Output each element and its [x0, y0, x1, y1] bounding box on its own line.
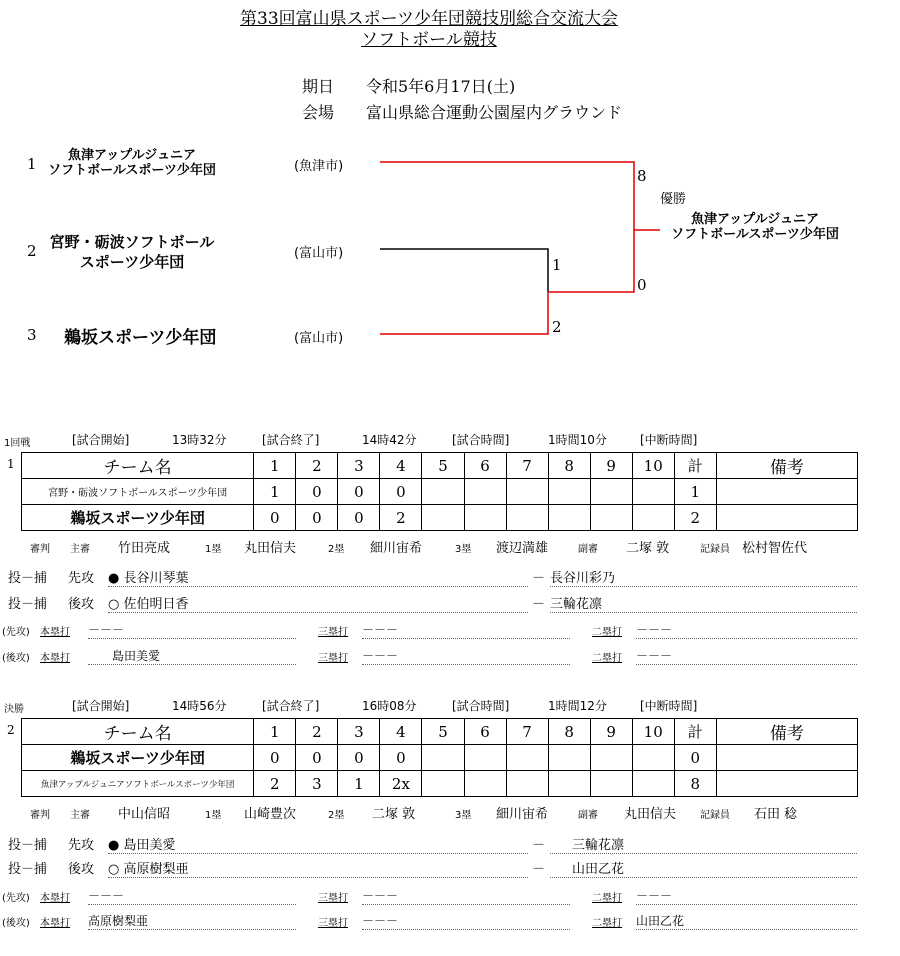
bracket-line-team2	[380, 249, 548, 292]
game2-third: 細川宙希	[496, 807, 549, 822]
game1-duration: 1時間10分	[548, 433, 607, 447]
table-row	[22, 505, 858, 531]
game2-battery2-dash: －	[532, 862, 546, 877]
game2-battery1-side: 先攻	[68, 838, 95, 853]
game1-round: 1回戦	[4, 438, 31, 449]
semi-score-top: 1	[552, 256, 562, 274]
game2-start-label: [試合開始]	[72, 699, 130, 713]
game1-hits1-triple-label: 三塁打	[318, 627, 348, 638]
inning-cell: 0	[338, 745, 380, 771]
team1-name-line2: ソフトボールスポーツ少年団	[48, 163, 216, 178]
inning-header: 3	[338, 719, 380, 745]
game2-recorder-label: 記録員	[700, 810, 730, 821]
game2-hits2-triple: －－－	[362, 912, 570, 930]
game2-battery1-dash: －	[532, 838, 546, 853]
inning-cell	[422, 505, 464, 531]
inning-header: 7	[506, 453, 548, 479]
winner-name-line1: 魚津アップルジュニア	[691, 212, 819, 227]
team1-name-line1: 魚津アップルジュニア	[68, 148, 196, 163]
inning-header: 5	[422, 719, 464, 745]
game1-hits2-hr-label: 本塁打	[40, 653, 70, 664]
total-cell: 0	[674, 745, 716, 771]
game2-second: 二塚 敦	[372, 807, 416, 822]
game2-hits1-triple-label: 三塁打	[318, 893, 348, 904]
game2-hits1-double-label: 二塁打	[592, 893, 622, 904]
inning-header: 10	[632, 719, 674, 745]
game2-duration: 1時間12分	[548, 699, 607, 713]
inning-cell	[422, 745, 464, 771]
inning-header: 5	[422, 453, 464, 479]
game1-chief: 竹田亮成	[118, 541, 171, 556]
remarks-cell	[716, 505, 857, 531]
inning-cell	[464, 771, 506, 797]
game2-deputy: 丸田信夫	[624, 807, 677, 822]
winner-name	[655, 212, 855, 242]
game2-end-label: [試合終了]	[262, 699, 320, 713]
inning-header: 6	[464, 453, 506, 479]
game1-header-row	[22, 453, 858, 479]
team2-city: (富山市)	[294, 246, 344, 261]
date-value: 令和5年6月17日(土)	[366, 77, 516, 96]
team-header: チーム名	[22, 719, 254, 745]
inning-cell: 0	[254, 745, 296, 771]
inning-cell: 0	[296, 479, 338, 505]
game2-battery2-label: 投－捕	[8, 862, 48, 877]
game1-hits1-double: －－－	[636, 621, 857, 639]
inning-cell: 0	[338, 479, 380, 505]
game2-number: 2	[7, 723, 15, 737]
inning-cell	[506, 479, 548, 505]
team3-name: 鵜坂スポーツ少年団	[64, 328, 217, 348]
game1-second-label: 2塁	[328, 544, 345, 555]
game1-first: 丸田信夫	[244, 541, 297, 556]
game2-battery1-pitcher: ● 島田美愛	[108, 834, 528, 854]
game2-hits1-double: －－－	[636, 887, 857, 905]
inning-header: 3	[338, 453, 380, 479]
game1-hits1-double-label: 二塁打	[592, 627, 622, 638]
game1-hits1-triple: －－－	[362, 621, 570, 639]
team-cell: 宮野・砺波ソフトボールスポーツ少年団	[22, 479, 254, 505]
game2-hits1-triple: －－－	[362, 887, 570, 905]
inning-cell: 0	[380, 745, 422, 771]
game1-battery2-dash: －	[532, 597, 546, 612]
game2-hits2-double-label: 二塁打	[592, 918, 622, 929]
inning-header: 2	[296, 719, 338, 745]
team1-seed: 1	[27, 155, 37, 173]
inning-cell	[632, 505, 674, 531]
inning-cell	[422, 479, 464, 505]
team1-name	[22, 148, 242, 178]
inning-cell	[506, 771, 548, 797]
game2-header-row	[22, 719, 858, 745]
tournament-bracket	[0, 0, 900, 360]
game1-umpire-label: 審判	[30, 544, 50, 555]
game2-hits2-triple-label: 三塁打	[318, 918, 348, 929]
semi-score-bottom: 2	[552, 318, 562, 336]
inning-cell: 0	[296, 505, 338, 531]
game1-hits2-hr: 島田美愛	[88, 647, 296, 665]
game1-number: 1	[7, 457, 15, 471]
bracket-line-team1	[380, 162, 660, 230]
team-header: チーム名	[22, 453, 254, 479]
inning-header: 9	[590, 453, 632, 479]
game2-hits1-hr-label: 本塁打	[40, 893, 70, 904]
inning-header: 6	[464, 719, 506, 745]
team3-city: (富山市)	[294, 331, 344, 346]
inning-cell	[590, 771, 632, 797]
game2-scoreboard	[21, 718, 858, 797]
table-row	[22, 479, 858, 505]
total-header: 計	[674, 453, 716, 479]
total-cell: 1	[674, 479, 716, 505]
game1-battery2-catcher: 三輪花凛	[550, 593, 857, 613]
inning-header: 7	[506, 719, 548, 745]
game2-chief: 中山信昭	[118, 807, 171, 822]
inning-cell: 2x	[380, 771, 422, 797]
team-cell: 魚津アップルジュニアソフトボールスポーツ少年団	[22, 771, 254, 797]
final-score-bottom: 0	[637, 276, 647, 294]
game1-battery1-pitcher: ● 長谷川琴葉	[108, 567, 528, 587]
game2-battery2-catcher: 山田乙花	[550, 858, 857, 878]
team2-name-line2: スポーツ少年団	[79, 253, 185, 271]
game1-chief-label: 主審	[70, 544, 90, 555]
inning-cell: 0	[338, 505, 380, 531]
document-title: 第33回富山県スポーツ少年団競技別総合交流大会	[240, 9, 618, 29]
game2-hits2-hr-label: 本塁打	[40, 918, 70, 929]
game1-battery2-pitcher: ○ 佐伯明日香	[108, 593, 528, 613]
game1-recorder: 松村智佐代	[742, 541, 808, 556]
game2-end: 16時08分	[362, 699, 417, 713]
date-label: 期日	[302, 77, 335, 96]
game2-start: 14時56分	[172, 699, 227, 713]
game2-deputy-label: 副審	[578, 810, 598, 821]
game2-chief-label: 主審	[70, 810, 90, 821]
remarks-header: 備考	[716, 453, 857, 479]
document-subtitle: ソフトボール競技	[361, 30, 497, 50]
game2-battery1-catcher: 三輪花凛	[550, 834, 857, 854]
table-row	[22, 745, 858, 771]
inning-cell: 3	[296, 771, 338, 797]
inning-header: 8	[548, 719, 590, 745]
game2-first-label: 1塁	[205, 810, 222, 821]
venue-label: 会場	[302, 103, 335, 122]
inning-cell: 0	[296, 745, 338, 771]
game2-first: 山崎豊次	[244, 807, 297, 822]
game1-hits2-side: (後攻)	[2, 653, 30, 664]
inning-cell	[464, 745, 506, 771]
game2-umpire-label: 審判	[30, 810, 50, 821]
bracket-line-team3	[380, 230, 634, 334]
game1-deputy-label: 副審	[578, 544, 598, 555]
game1-hits1-hr-label: 本塁打	[40, 627, 70, 638]
game1-start: 13時32分	[172, 433, 227, 447]
inning-header: 1	[254, 719, 296, 745]
game2-duration-label: [試合時間]	[452, 699, 510, 713]
game1-end: 14時42分	[362, 433, 417, 447]
team2-seed: 2	[27, 242, 37, 260]
remarks-cell	[716, 479, 857, 505]
inning-header: 4	[380, 453, 422, 479]
final-score-top: 8	[637, 167, 647, 185]
inning-header: 1	[254, 453, 296, 479]
team-cell: 鵜坂スポーツ少年団	[22, 745, 254, 771]
inning-header: 9	[590, 719, 632, 745]
game1-start-label: [試合開始]	[72, 433, 130, 447]
inning-header: 2	[296, 453, 338, 479]
inning-header: 8	[548, 453, 590, 479]
remarks-cell	[716, 771, 857, 797]
game1-hits2-double: －－－	[636, 647, 857, 665]
inning-cell	[422, 771, 464, 797]
winner-name-line2: ソフトボールスポーツ少年団	[671, 227, 839, 242]
game1-deputy: 二塚 敦	[626, 541, 670, 556]
game1-duration-label: [試合時間]	[452, 433, 510, 447]
game1-battery2-label: 投－捕	[8, 597, 48, 612]
remarks-cell	[716, 745, 857, 771]
inning-cell	[632, 771, 674, 797]
venue-value: 富山県総合運動公園屋内グラウンド	[366, 103, 623, 122]
inning-cell	[548, 771, 590, 797]
game1-recorder-label: 記録員	[700, 544, 730, 555]
game1-second: 細川宙希	[370, 541, 423, 556]
inning-cell	[590, 505, 632, 531]
game2-recorder: 石田 稔	[754, 807, 798, 822]
team2-name	[22, 232, 242, 272]
game2-hits1-side: (先攻)	[2, 893, 30, 904]
game2-third-label: 3塁	[455, 810, 472, 821]
inning-cell	[548, 745, 590, 771]
game1-suspend-label: [中断時間]	[640, 433, 698, 447]
game1-battery2-side: 後攻	[68, 597, 95, 612]
game2-second-label: 2塁	[328, 810, 345, 821]
total-header: 計	[674, 719, 716, 745]
game1-hits2-double-label: 二塁打	[592, 653, 622, 664]
game1-hits1-side: (先攻)	[2, 627, 30, 638]
total-cell: 2	[674, 505, 716, 531]
game2-suspend-label: [中断時間]	[640, 699, 698, 713]
team-cell: 鵜坂スポーツ少年団	[22, 505, 254, 531]
inning-cell: 0	[380, 479, 422, 505]
game1-hits1-hr: －－－	[88, 621, 296, 639]
inning-cell: 2	[254, 771, 296, 797]
inning-cell	[590, 479, 632, 505]
game2-battery2-side: 後攻	[68, 862, 95, 877]
game2-battery2-pitcher: ○ 高原樹梨亜	[108, 858, 528, 878]
inning-cell: 0	[254, 505, 296, 531]
game1-hits2-triple-label: 三塁打	[318, 653, 348, 664]
game1-third: 渡辺満雄	[496, 541, 549, 556]
inning-cell	[632, 479, 674, 505]
game2-hits1-hr: －－－	[88, 887, 296, 905]
inning-cell	[632, 745, 674, 771]
table-row	[22, 771, 858, 797]
team3-seed: 3	[27, 326, 37, 344]
inning-cell	[464, 505, 506, 531]
game1-third-label: 3塁	[455, 544, 472, 555]
game1-battery1-catcher: 長谷川彩乃	[550, 567, 857, 587]
game2-hits2-side: (後攻)	[2, 918, 30, 929]
game1-scoreboard	[21, 452, 858, 531]
inning-cell: 1	[254, 479, 296, 505]
inning-cell: 1	[338, 771, 380, 797]
game2-round: 決勝	[4, 704, 24, 715]
inning-cell	[464, 479, 506, 505]
game1-battery1-label: 投－捕	[8, 571, 48, 586]
inning-cell	[590, 745, 632, 771]
team1-city: (魚津市)	[294, 159, 344, 174]
inning-cell	[548, 479, 590, 505]
inning-cell	[548, 505, 590, 531]
game1-first-label: 1塁	[205, 544, 222, 555]
game2-hits2-double: 山田乙花	[636, 912, 857, 930]
inning-cell	[506, 745, 548, 771]
team2-name-line1: 宮野・砺波ソフトボール	[49, 233, 215, 251]
game1-hits2-triple: －－－	[362, 647, 570, 665]
winner-label: 優勝	[660, 192, 687, 207]
game1-battery1-dash: －	[532, 571, 546, 586]
game2-battery1-label: 投－捕	[8, 838, 48, 853]
game1-end-label: [試合終了]	[262, 433, 320, 447]
inning-header: 4	[380, 719, 422, 745]
game1-battery1-side: 先攻	[68, 571, 95, 586]
game2-hits2-hr: 高原樹梨亜	[88, 912, 296, 930]
remarks-header: 備考	[716, 719, 857, 745]
inning-header: 10	[632, 453, 674, 479]
total-cell: 8	[674, 771, 716, 797]
inning-cell	[506, 505, 548, 531]
inning-cell: 2	[380, 505, 422, 531]
